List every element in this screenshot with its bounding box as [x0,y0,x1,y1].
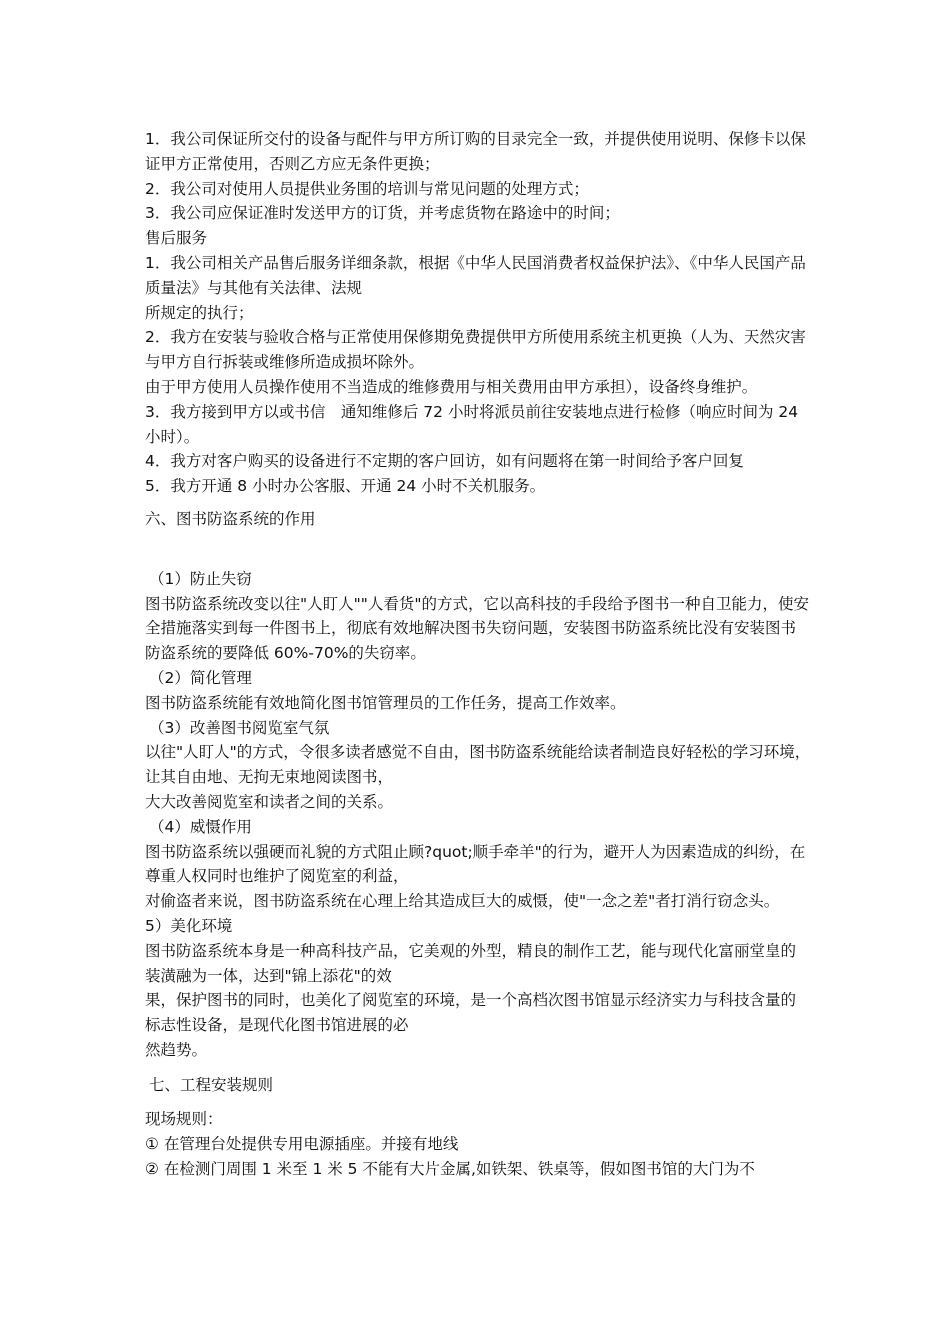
subheading-improve-atmosphere: （3）改善图书阅览室气氛 [149,718,330,737]
paragraph-after-sales-2: 2．我方在安装与验收合格与正常使用保修期免费提供甲方所使用系统主机更换（人为、天然灾害与甲方自行拆装或维修所造成损坏除外。 [145,328,806,372]
list-item-rule-1: ① 在管理台处提供专用电源插座。并接有地线 [145,1135,459,1154]
paragraph-delivery-1: 1．我公司保证所交付的设备与配件与甲方所订购的目录完全一致，并提供使用说明、保修卡以保证甲方正常使用，否则乙方应无条件更换； [145,130,806,173]
spacer [145,1063,811,1073]
section-heading-six: 六、图书防盗系统的作用 [145,509,316,528]
paragraph-after-sales-1: 1．我公司相关产品售后服务详细条款，根据《中华人民国消费者权益保护法》、《中华人民国产品质量法》与其他有关法律、法规 [145,253,806,297]
paragraph-improve-atmosphere: 以往"人盯人"的方式，令很多读者感觉不自由，图书防盗系统能给读者制造良好轻松的学习环境，让其自由地、无拘无束地阅读图书， [145,743,811,787]
paragraph-deterrence: 图书防盗系统以强硬而礼貌的方式阻止顾?quot;顺手牵羊"的行为，避开人为因素造成的纠纷，在尊重人权同时也维护了阅览室的利益， [145,842,806,886]
paragraph-deterrence-cont: 对偷盗者来说，图书防盗系统在心理上给其造成巨大的威慑，使"一念之差"者打消行窃念头。 [145,892,780,911]
paragraph-after-sales-4: 4．我方对客户购买的设备进行不定期的客户回访，如有问题将在第一时间给予客户回复 [145,452,744,471]
subheading-deterrence: （4）威慑作用 [149,817,252,836]
paragraph-improve-atmosphere-cont: 大大改善阅览室和读者之间的关系。 [145,792,394,811]
subheading-site-rules: 现场规则： [145,1110,223,1129]
paragraph-after-sales-3: 3．我方接到甲方以或书信 通知维修后 72 小时将派员前往安装地点进行检修（响应时间为 24 小时）。 [145,402,799,446]
paragraph-after-sales-5: 5．我方开通 8 小时办公客服、开通 24 小时不关机服务。 [145,477,546,496]
section-heading-seven: 七、工程安装规则 [149,1075,274,1094]
paragraph-prevent-theft: 图书防盗系统改变以往"人盯人""人看货"的方式，它以高科技的手段给予图书一种自卫能力，使安全措施落实到每一件图书上，彻底有效地解决图书失窃问题，安装图书防盗系统比没有安装图书防盗系统的要降低 60%-70%的失窃率。 [145,594,810,663]
heading-after-sales: 售后服务 [145,229,208,248]
list-item-rule-2: ② 在检测门周围 1 米至 1 米 5 不能有大片金属,如铁架、铁桌等，假如图书馆的大门为不 [145,1160,755,1179]
paragraph-after-sales-1-cont: 所规定的执行； [145,303,254,322]
paragraph-after-sales-2-cont: 由于甲方使用人员操作使用不当造成的维修费用与相关费用由甲方承担），设备终身维护。 [145,377,758,396]
spacer [145,532,811,567]
spacer [145,499,811,507]
paragraph-delivery-3: 3．我公司应保证准时发送甲方的订货，并考虑货物在路途中的时间； [145,204,620,223]
paragraph-beautify-environment-end: 然趋势。 [145,1040,208,1059]
subheading-beautify-environment: 5）美化环境 [145,916,233,935]
paragraph-simplify-management: 图书防盗系统能有效地简化图书馆管理员的工作任务，提高工作效率。 [145,693,626,712]
paragraph-beautify-environment-cont: 果，保护图书的同时，也美化了阅览室的环境，是一个高档次图书馆显示经济实力与科技含量的标志性设备，是现代化图书馆进展的必 [145,991,797,1035]
paragraph-beautify-environment: 图书防盗系统本身是一种高科技产品，它美观的外型，精良的制作工艺，能与现代化富丽堂皇的装潢融为一体，达到"锦上添花"的效 [145,941,797,985]
spacer [145,1097,811,1107]
subheading-prevent-theft: （1）防止失窃 [149,569,252,588]
paragraph-delivery-2: 2．我公司对使用人员提供业务围的培训与常见问题的处理方式； [145,179,589,198]
subheading-simplify-management: （2）简化管理 [149,668,252,687]
document-body [145,127,811,1182]
